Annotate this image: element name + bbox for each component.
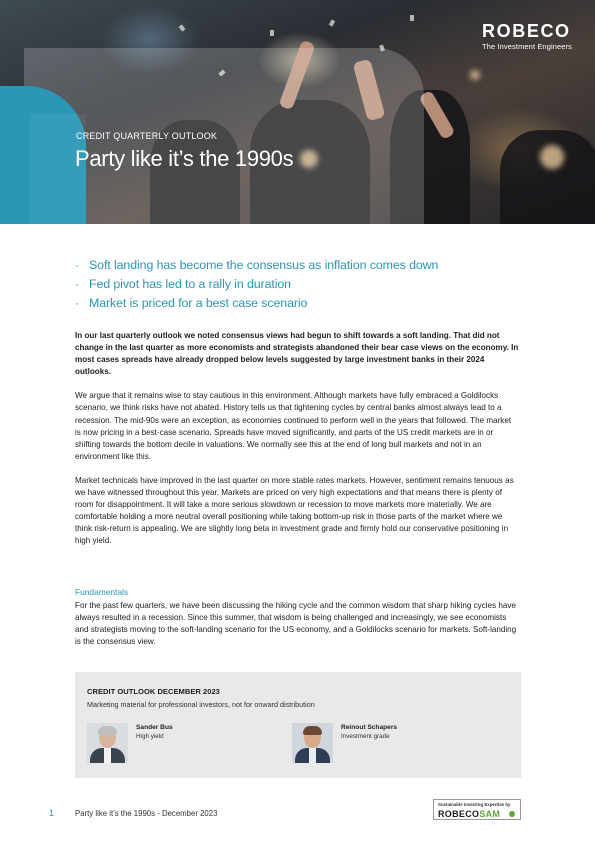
article-body: [75, 330, 519, 560]
lead-paragraph: In our last quarterly outlook we noted consensus views had begun to shift towards a soft landing. That did not change in the last quarter as more economists and strategists abandoned their bear case views on the economy. In most cases spreads have already dropped below levels suggested by large investment banks in their 2024 outlooks.: [75, 331, 519, 377]
photo-shirt: [104, 748, 111, 763]
badge-brand-accent: SAM: [479, 809, 501, 819]
crowd-silhouette: [500, 130, 595, 224]
badge-brand: [438, 809, 500, 819]
confetti: [270, 30, 274, 36]
hero-image: [0, 0, 595, 224]
robecosam-badge: [433, 799, 521, 820]
author-photo: [292, 723, 333, 763]
badge-tagline: Sustainable Investing Expertise by: [438, 802, 511, 807]
author-name: Reinout Schapers: [341, 724, 398, 731]
section-heading-fundamentals: Fundamentals: [75, 587, 129, 597]
page-title: Party like it’s the 1990s: [75, 146, 294, 171]
bullet-icon: ·: [75, 277, 80, 291]
footer-title: Party like it’s the 1990s - December 2023: [75, 809, 218, 818]
confetti: [329, 19, 335, 26]
photo-hair: [98, 726, 117, 735]
leaf-icon: [509, 811, 515, 817]
stage-light: [470, 70, 480, 80]
key-point-text: Soft landing has become the consensus as inflation comes down: [89, 258, 439, 272]
key-point: [75, 294, 438, 313]
author-role: Investment grade: [341, 733, 390, 740]
confetti: [179, 24, 186, 31]
authors-box: [75, 672, 521, 778]
key-point: [75, 256, 438, 275]
body-paragraph: We argue that it remains wise to stay cautious in this environment. Although markets have fully embraced a Goldilocks scenario, we think risks have not abated. History tells us that tightening cycles by central banks almost always lead to a recession. The mid-90s were an exception, as economies continued to perform well in the years that followed. The market is now pricing in a best-case scenario. Spreads have moved significantly, and parts of the US credit markets are in or shifting towards the bottom decile in valuations. We normally see this at the end of long bull markets and not in an environment like this.: [75, 391, 512, 461]
key-point: [75, 275, 438, 294]
photo-shirt: [309, 748, 316, 763]
key-point-text: Market is priced for a best case scenario: [89, 296, 308, 310]
box-title: CREDIT OUTLOOK DECEMBER 2023: [87, 687, 220, 696]
bullet-icon: ·: [75, 296, 80, 310]
photo-hair: [303, 726, 322, 735]
stage-light: [540, 145, 564, 169]
key-point-text: Fed pivot has led to a rally in duration: [89, 277, 291, 291]
badge-brand-main: ROBECO: [438, 809, 480, 819]
report-kicker: CREDIT QUARTERLY OUTLOOK: [76, 131, 218, 141]
robeco-logo: [482, 22, 572, 51]
logo-wordmark: ROBECO: [482, 21, 571, 41]
box-disclaimer: Marketing material for professional investors, not for onward distribution: [87, 700, 315, 709]
page-number: 1: [49, 808, 55, 818]
logo-tagline: The Investment Engineers: [482, 42, 572, 51]
fundamentals-paragraph: For the past few quarters, we have been discussing the hiking cycle and the common wisdom that sharp hiking cycles have always resulted in a recession. Since this summer, that wisdom is being challenged and increasingly, we see economists and strategists moving to the soft-landing scenario for the US economy, and a Goldilocks scenario for markets. Soft-landing is the consensus view.: [75, 601, 517, 647]
author-photo: [87, 723, 128, 763]
body-paragraph: Market technicals have improved in the last quarter on more stable rates markets. However, sentiment remains tenuous as we have witnessed throughout this year. Markets are priced on very high expectations and that means there is plenty of room for disappointment. It will take a more serious slowdown or recession to move markets more materially. We are comfortable holding a more neutral overall positioning while taking bottom-up risk in those parts of the market where we think risk-return is appealing. We are slightly long beta in investment grade and firmly hold our conservative positioning in high yield.: [75, 475, 514, 546]
bullet-icon: ·: [75, 258, 80, 272]
key-points-list: [75, 256, 438, 313]
author-name: Sander Bus: [136, 724, 173, 731]
author-role: High yield: [136, 733, 164, 740]
confetti: [410, 15, 414, 21]
